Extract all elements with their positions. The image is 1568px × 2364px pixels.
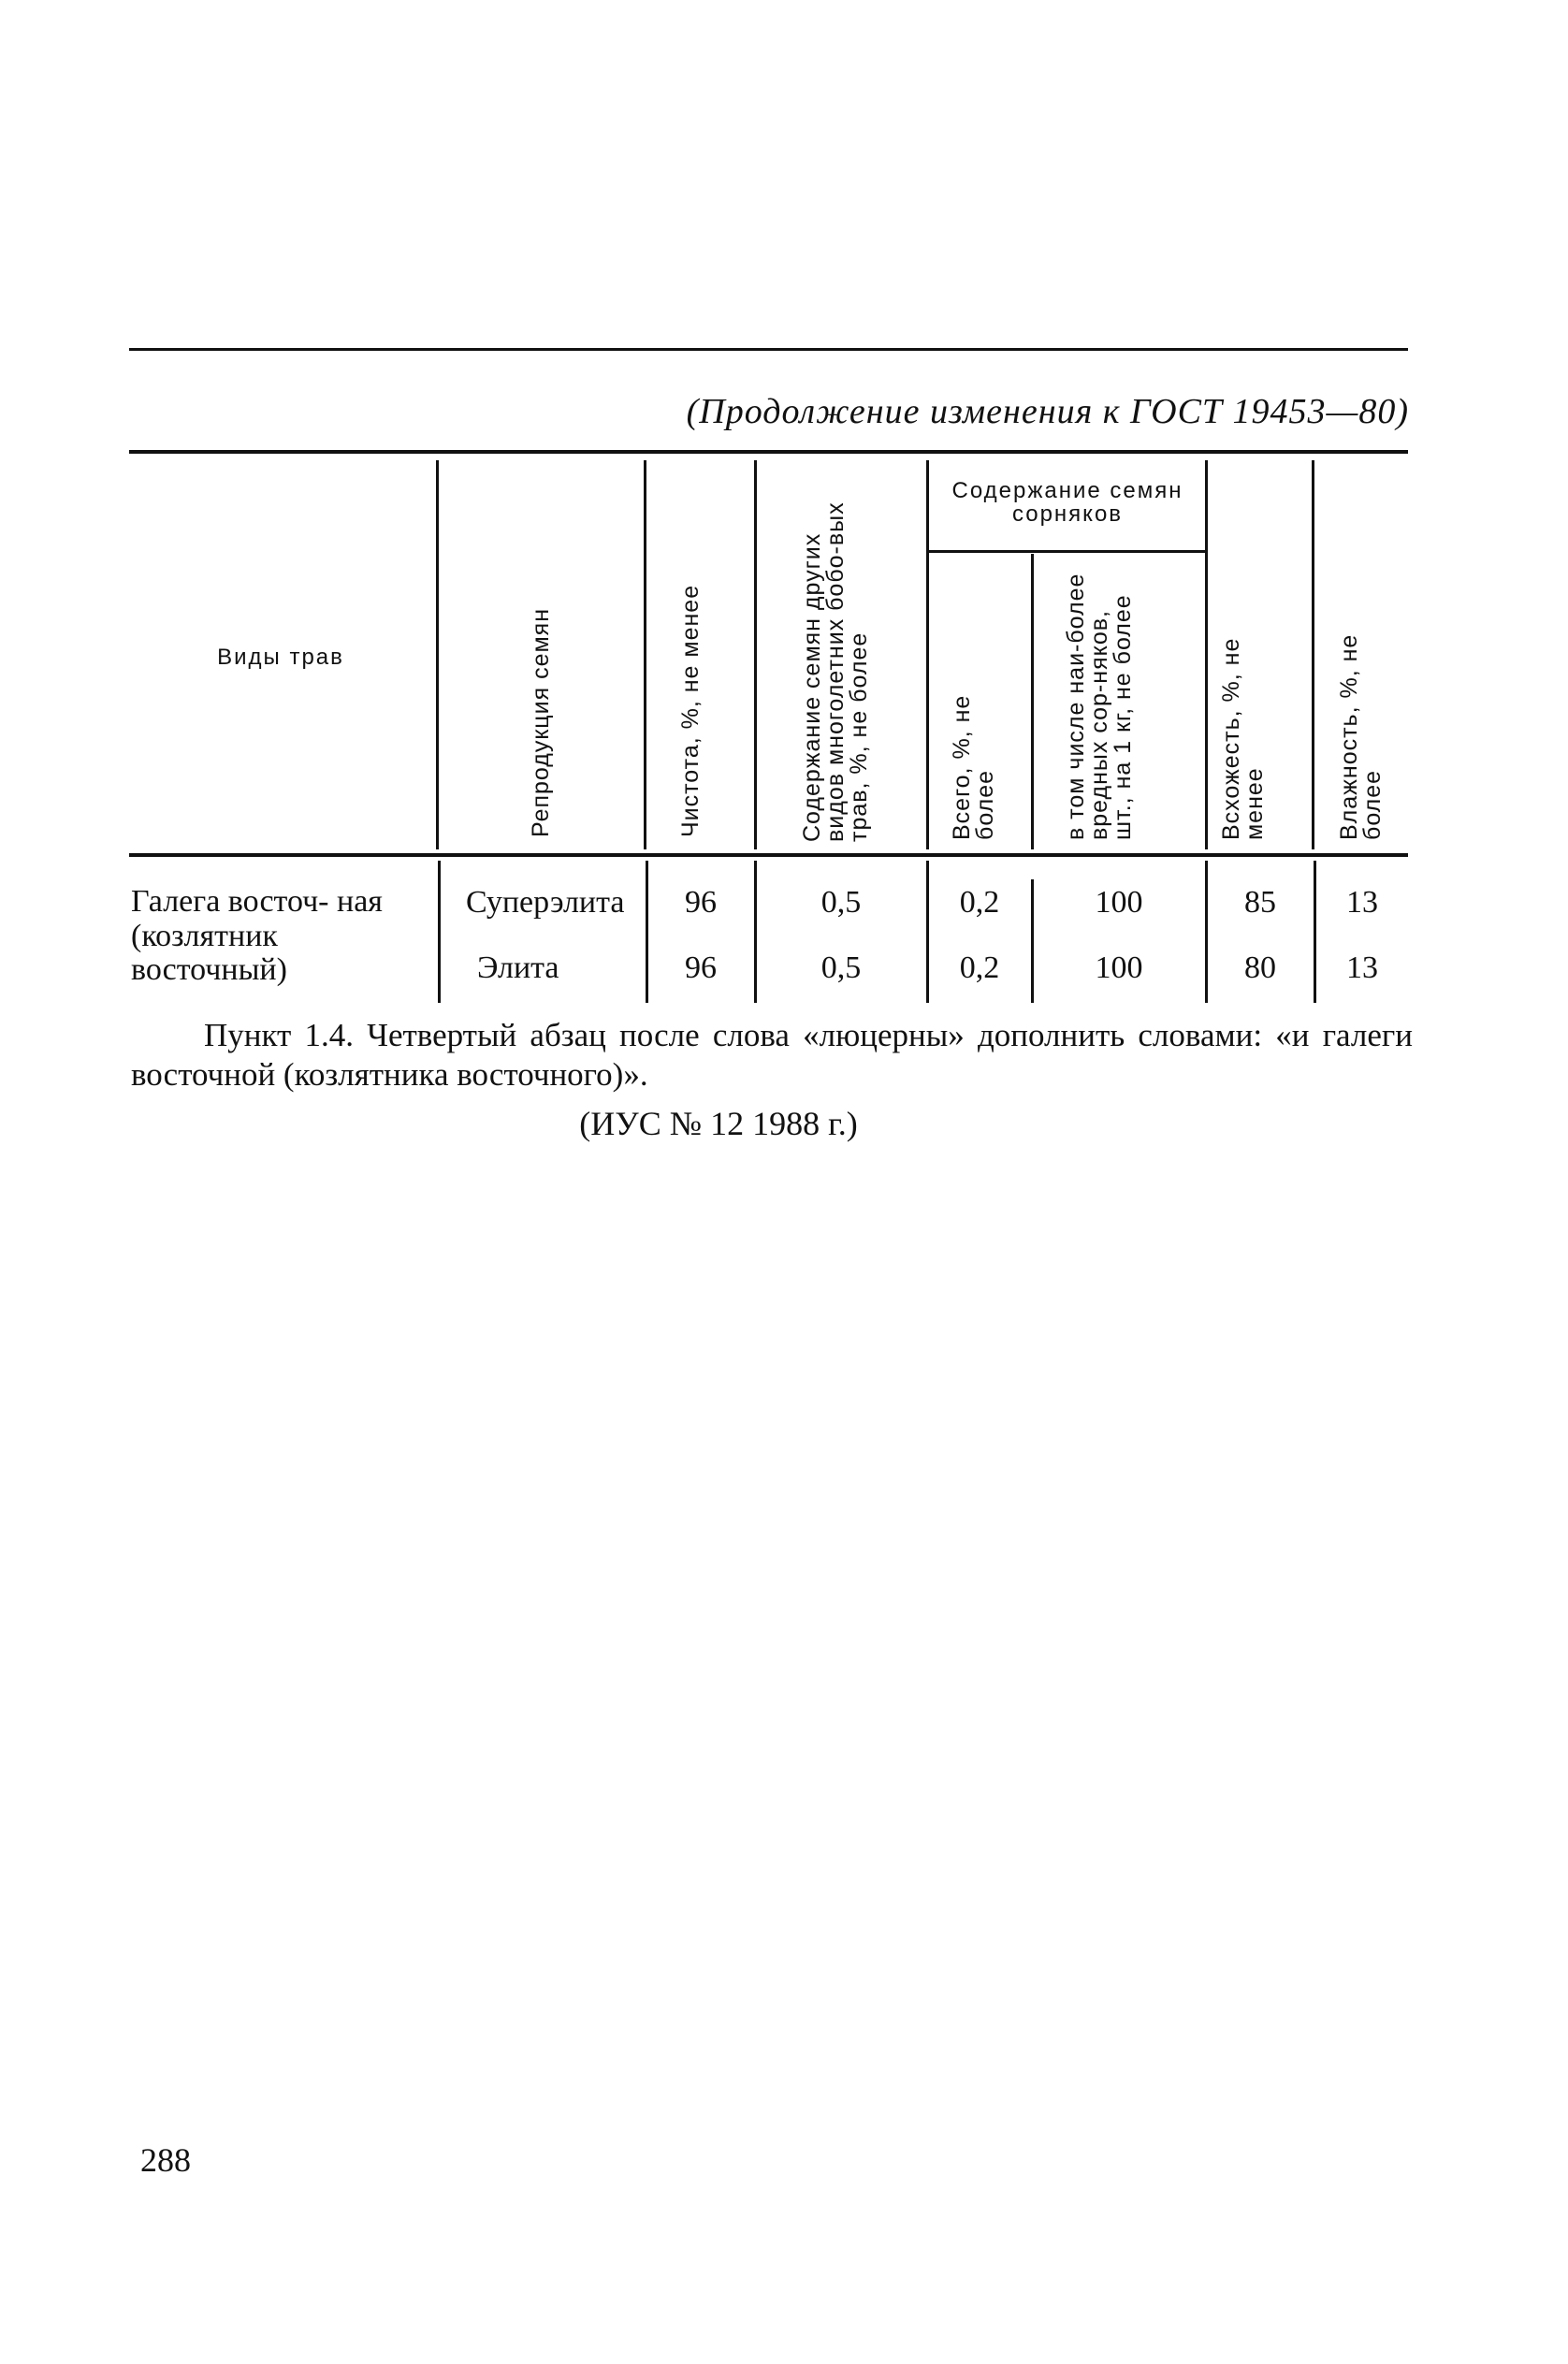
header-divider [1031,554,1034,849]
col-header-other-species: Содержание семян других видов многолетних бобо-вых трав, %, не более [799,501,872,842]
col-header-germination: Всхожесть, %, не менее [1218,637,1268,840]
page-number: 288 [140,2141,191,2179]
running-head: (Продолжение изменения к ГОСТ 19453—80) [686,392,1409,431]
cell-other-species: 0,5 [820,885,862,920]
top-rule [129,348,1408,351]
species-name: Галега восточ- ная (козлятник восточный) [131,884,383,988]
cell-moisture: 13 [1346,885,1378,920]
cell-moisture: 13 [1346,950,1378,985]
header-divider [754,460,757,849]
col-header-weeds-harmful: в том числе наи-более вредных сор-няков, шт., на 1 кг, не более [1063,573,1136,840]
weeds-group-rule [928,550,1205,553]
header-bottom-rule [129,853,1408,857]
source-note-text: (ИУС № 12 1988 г.) [579,1105,858,1142]
cell-weeds-total: 0,2 [959,950,1000,985]
cell-germination: 80 [1244,950,1276,985]
cell-germination: 85 [1244,885,1276,920]
cell-other-species: 0,5 [820,950,862,985]
col-header-weeds-group: Содержание семян сорняков [951,478,1183,528]
col-header-reproduction: Репродукция семян [528,607,554,837]
cell-purity: 96 [685,885,717,920]
cell-weeds-harmful: 100 [1095,885,1143,920]
cell-weeds-harmful: 100 [1095,950,1143,985]
header-divider [436,460,439,849]
amendment-paragraph: Пункт 1.4. Четвертый абзац после слова «люцерны» дополнить словами: «и галеги восточной (козлятника восточного)». [131,1017,1413,1093]
table-top-rule [129,450,1408,454]
header-divider [644,460,646,849]
cell-reproduction: Элита [477,950,559,985]
header-divider [1205,460,1208,849]
col-header-weeds-total: Всего, %, не более [949,694,998,840]
col-header-species: Виды трав [217,645,344,670]
header-divider [1312,460,1314,849]
source-note [0,1104,1568,1143]
col-header-moisture: Влажность, %, не более [1336,633,1386,840]
cell-reproduction: Суперэлита [466,885,625,920]
header-divider [926,460,929,849]
cell-weeds-total: 0,2 [959,885,1000,920]
col-header-purity: Чистота, %, не менее [677,584,704,837]
cell-purity: 96 [685,950,717,985]
